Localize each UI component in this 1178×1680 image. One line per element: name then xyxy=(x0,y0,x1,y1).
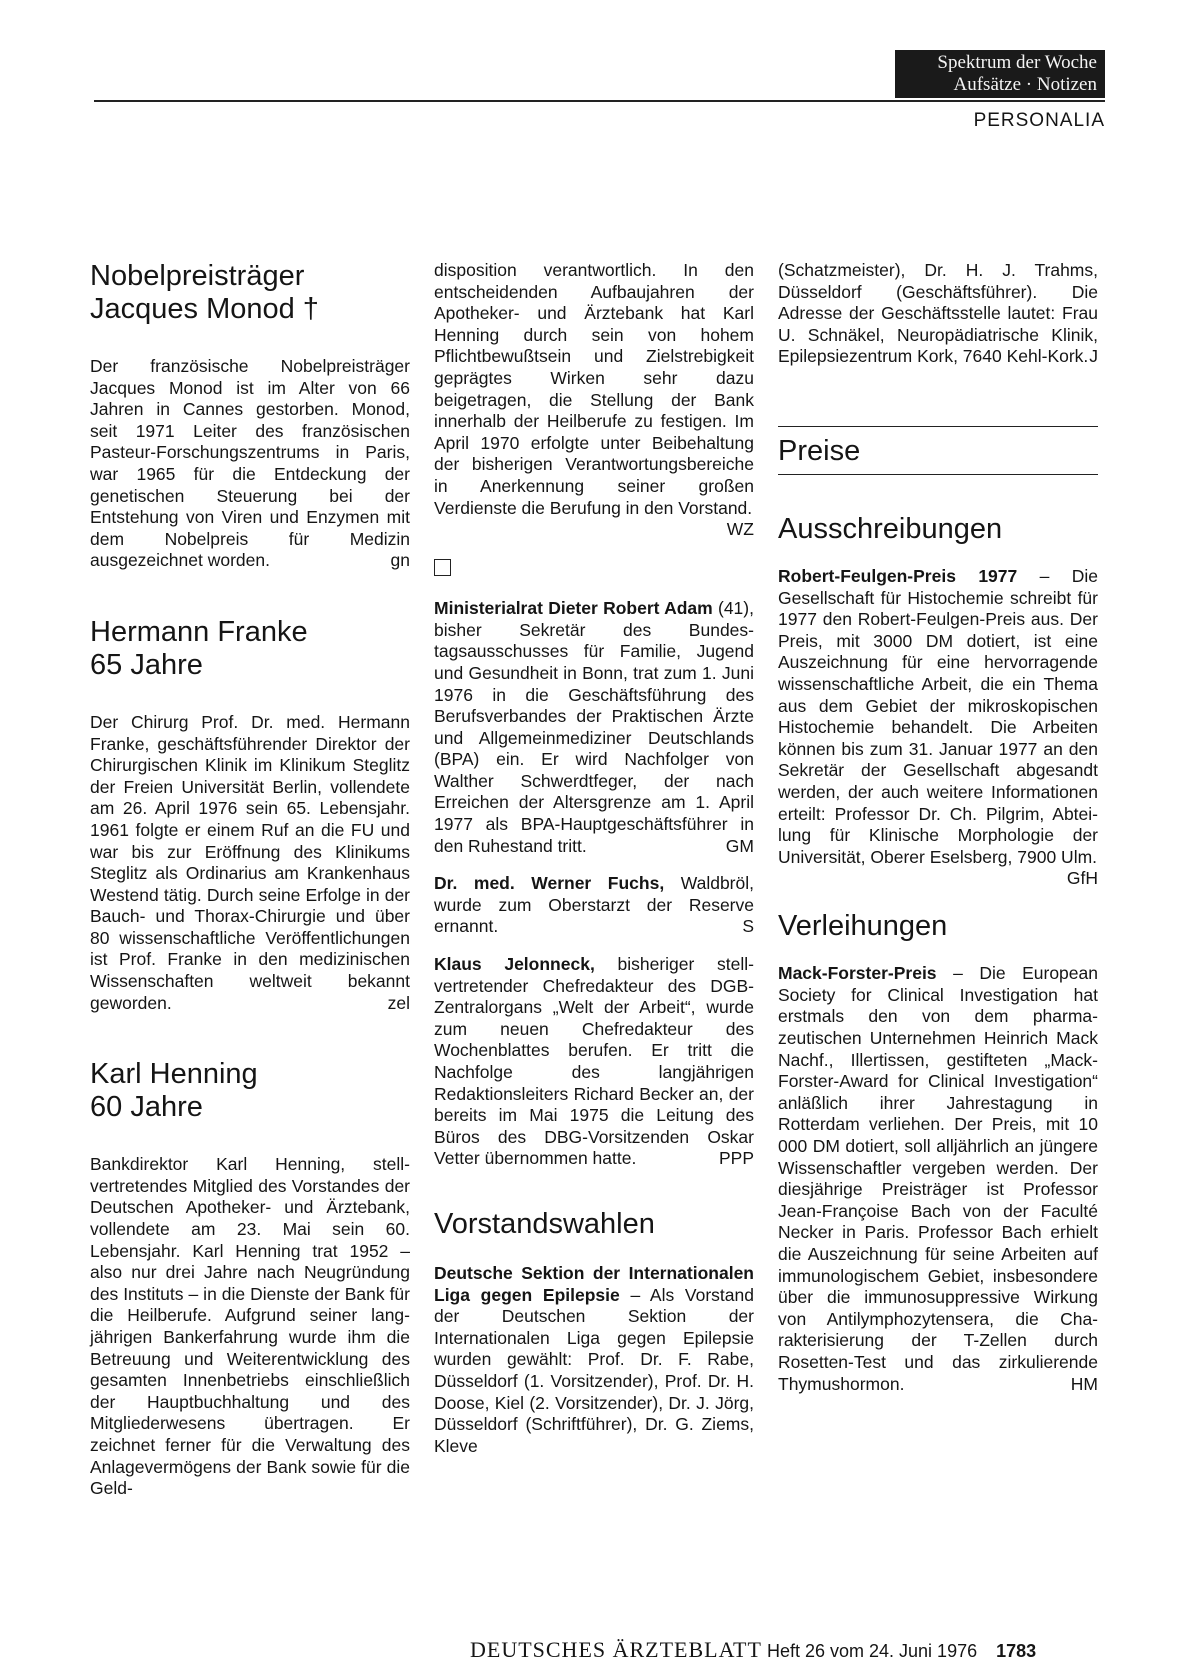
fuchs-entry xyxy=(434,873,754,938)
henning-body-col2 xyxy=(434,260,754,540)
jelonneck-text: bisheriger stellvertretender Chefredakteur des DGB-Zentralorgans „Welt der Arbeit“, wurde zum neuen Chefredakteur des Wochenblattes berufen. Er tritt die Nachfolge des langjährigen Redaktionsleiters Richard Becker an, der bereits im Mai 1975 die Leitung des Büros des DBG-Vorsitzenden Oskar Vetter übernommen hatte. xyxy=(434,954,754,1169)
separator-box xyxy=(434,559,754,576)
henning-text-col2: disposition verantwortlich. In den entscheidenden Aufbaujahren der Apotheker- und Ärztebank hat Karl Henning durch sein von hohem Pflichtbewußtsein und Zielstrebigkeit geprägtes Wirken sehr dazu beigetragen, die Stellung der Bank innerhalb der Heilberufe zu festigen. Im April 1970 erfolgte unter Beibehaltung der bisherigen Verantwortungsbereiche in Anerkennung seiner großen Verdienste die Berufung in den Vorstand. xyxy=(434,260,754,518)
monod-text: Der französische Nobelpreisträger Jacques Monod ist im Alter von 66 Jahren in Cannes gestorben. Monod, seit 1971 Leiter des französischen Pasteur-Forschungszentrums in Paris, war 1965 für die Entdeckung der genetischen Steuerung bei der Entstehung von Viren und Enzymen mit dem Nobelpreis für Medizin ausgezeichnet worden. xyxy=(90,356,410,571)
vorstand-continued xyxy=(778,260,1098,368)
henning-title-line1: Karl Henning xyxy=(90,1058,258,1091)
vorstand-name: Deutsche Sektion der Internationalen Liga gegen Epilepsie xyxy=(434,1262,754,1305)
page-footer xyxy=(470,1637,1036,1663)
issue-info: Heft 26 vom 24. Juni 1976 xyxy=(766,1641,978,1661)
feulgen-text: – Die Gesellschaft für Histochemie schreibt für 1977 den Robert-Feulgen-Preis aus. Der Preis, mit 3000 DM dotiert, ist eine Auszeichnung für eine hervorragende wissenschaftliche Arbeit, die ein Thema aus dem Gebiet der mikroskopischen Histochemie behandelt. Die Arbeiten können bis zum 31. Januar 1977 an den Sekretär der Gesellschaft abgesandt werden, der auch weitere Informationen erteilt: Professor Dr. Ch. Pilgrim, Abteilung für Klinische Morphologie der Universität, Oberer Eselsberg, 7900 Ulm. xyxy=(778,565,1098,867)
fuchs-signature: S xyxy=(742,916,754,937)
mack-forster-name: Mack-Forster-Preis xyxy=(778,963,937,984)
franke-text: Der Chirurg Prof. Dr. med. Hermann Franke, geschäftsführender Direktor der Chirurgischen Klinik im Klinikum Steglitz der Freien Universität Berlin, vollendete am 26. April 1976 sein 65. Lebensjahr. 1961 folgte er einem Ruf an die FU und war bis zur Eröffnung des Klinikums Steglitz als Ordinarius am Krankenhaus Westend tätig. Durch seine Erfolge in der Bauch- und Thorax-Chirurgie und über 80 wissenschaftliche Veröffentlichungen ist Prof. Franke in den medizinischen Wissenschaften weltweit bekannt geworden. xyxy=(90,711,410,1013)
franke-body xyxy=(90,712,410,1014)
column-1 xyxy=(90,260,410,1500)
preise-heading-box xyxy=(778,426,1098,475)
henning-body-col1: Bankdirektor Karl Henning, stellvertretendes Mitglied des Vorstandes der Deutschen Apotheker- und Ärztebank, vollendete am 23. Mai sein 60. Lebensjahr. Karl Henning trat 1952 – also nur drei Jahre nach Neugründung des Instituts – in die Dienste der Bank für die Heilberufe. Aufgrund seiner langjährigen Bankerfahrung wurde ihm die Betreuung und Weiterentwicklung des gesamten Innenbetriebs einschließlich der Hauptbuchhaltung und des Mitgliederwesens übertragen. Er zeichnet ferner für die Verwaltung des Anlagevermögens der Bank sowie für die Geld- xyxy=(90,1154,410,1499)
jelonneck-entry xyxy=(434,954,754,1170)
vorstand-text-col3: (Schatzmeister), Dr. H. J. Trahms, Düsseldorf (Geschäftsführer). Die Adresse der Geschäftsstelle lautet: Frau U. Schnäkel, Neuropädiatrische Klinik, Epilepsiezentrum Kork, 7640 Kehl-Kork. xyxy=(778,260,1098,367)
franke-title-line1: Hermann Franke xyxy=(90,615,308,648)
monod-title xyxy=(90,260,410,326)
page-number: 1783 xyxy=(996,1641,1037,1661)
verleihungen-title: Verleihungen xyxy=(778,910,948,943)
header-box-line2: Aufsätze · Notizen xyxy=(953,74,1097,95)
vorstand-signature: J xyxy=(1089,346,1098,367)
section-header-box xyxy=(895,50,1105,98)
ausschreibungen-entry xyxy=(778,565,1098,889)
section-label: PERSONALIA xyxy=(973,110,1105,131)
monod-title-line2: Jacques Monod † xyxy=(90,293,319,325)
franke-title-line2: 65 Jahre xyxy=(90,648,203,681)
franke-signature: zel xyxy=(387,992,410,1013)
monod-signature: gn xyxy=(390,550,410,571)
monod-title-line1: Nobelpreisträger xyxy=(90,260,305,292)
column-2 xyxy=(434,260,754,1457)
journal-name: DEUTSCHES ÄRZTEBLATT xyxy=(470,1637,762,1662)
header-rule xyxy=(94,100,1105,102)
verleihungen-entry xyxy=(778,963,1098,1395)
fuchs-name: Dr. med. Werner Fuchs, xyxy=(434,873,665,894)
adam-name: Ministerialrat Dieter Robert Adam xyxy=(434,598,713,619)
henning-title-line2: 60 Jahre xyxy=(90,1091,203,1124)
square-ornament-icon xyxy=(434,559,451,576)
franke-title xyxy=(90,616,410,682)
feulgen-name: Robert-Feulgen-Preis 1977 xyxy=(778,565,1018,586)
adam-entry xyxy=(434,598,754,857)
feulgen-signature: GfH xyxy=(1066,868,1098,889)
jelonneck-signature: PPP xyxy=(718,1148,754,1169)
ausschreibungen-title: Ausschreibungen xyxy=(778,512,1003,545)
header-box-line1: Spektrum der Woche xyxy=(937,52,1097,73)
jelonneck-name: Klaus Jelonneck, xyxy=(434,954,595,975)
mack-forster-text: – Die European Society for Clinical Investigation hat erstmals den von dem pharmazeutischen Unternehmen Heinrich Mack Nachf., Illertissen, gestifteten „Mack-Forster-Award for Clinical Investigation“ anläßlich ihrer Jahrestagung in Rotterdam verliehen. Der Preis, mit 10 000 DM dotiert, soll alljährlich an jüngere Wissenschaftler vergeben werden. Der diesjährige Preisträger ist Professor Jean-Françoise Bach von der Faculté Necker in Paris. Professor Bach erhielt die Auszeichnung für seine Arbeiten auf immunologischem Gebiet, insbesondere über die immunosuppressive Wirkung von Antilymphozytensera, die Charakterisierung der T-Zellen durch Rosetten-Test und das zirkulierende Thymushormon. xyxy=(778,963,1098,1394)
adam-signature: GM xyxy=(725,835,754,856)
vorstand-entry xyxy=(434,1263,754,1457)
vorstand-title: Vorstandswahlen xyxy=(434,1207,655,1240)
preise-title: Preise xyxy=(778,434,861,467)
column-3 xyxy=(778,260,1098,1395)
adam-text: (41), bisher Sekretär des Bundestagsausschusses für Familie, Jugend und Gesundheit in Bonn, trat zum 1. Juni 1976 in die Geschäftsführung des Berufsverbandes der Praktischen Ärzte und Allgemeinmediziner Deutschlands (BPA) ein. Er wird Nachfolger von Walther Schwerdtfeger, der nach Erreichen der Altersgrenze am 1. April 1977 als BPA-Hauptgeschäftsführer in den Ruhestand tritt. xyxy=(434,598,754,856)
vorstand-text-col2: – Als Vorstand der Deutschen Sektion der Internationalen Liga gegen Epilepsie wurden gewählt: Prof. Dr. F. Rabe, Düsseldorf (1. Vorsitzender), Prof. Dr. H. Doose, Kiel (2. Vorsitzender), Dr. J. Jörg, Düsseldorf (Schriftführer), Dr. G. Ziems, Kleve xyxy=(434,1284,754,1456)
mack-forster-signature: HM xyxy=(1070,1373,1098,1394)
henning-title xyxy=(90,1058,410,1124)
monod-body xyxy=(90,356,410,572)
fuchs-text: Waldbröl, wurde zum Oberstarzt der Reserve ernannt. xyxy=(434,873,754,937)
henning-signature: WZ xyxy=(726,519,754,540)
